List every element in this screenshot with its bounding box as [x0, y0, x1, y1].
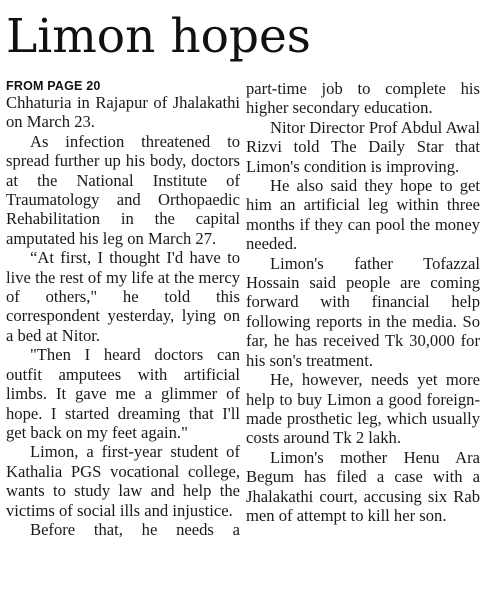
- paragraph: "Then I heard doctors can outfit amputees with artificial limbs. It gave me a glimmer of hope. I started dreaming that I'll get back on my feet again.": [6, 345, 240, 442]
- left-column: [6, 79, 240, 539]
- paragraph: He, however, needs yet more help to buy Limon a good foreign-made prosthetic leg, which usually costs around Tk 2 lakh.: [246, 370, 480, 448]
- headline: Limon hopes: [6, 9, 311, 64]
- paragraph: Nitor Director Prof Abdul Awal Rizvi told The Daily Star that Limon's condition is improving.: [246, 117, 480, 176]
- paragraph: Limon, a first-year student of Kathalia PGS vocational college, wants to study law and help the victims of social ills and injustice.: [6, 442, 240, 520]
- paragraph: Chhaturia in Rajapur of Jhalakathi on March 23.: [6, 93, 240, 132]
- paragraph: Limon's mother Henu Ara Begum has filed a case with a Jhalakathi court, accusing six Rab men of attempt to kill her son.: [246, 447, 480, 525]
- paragraph: As infection threatened to spread further up his body, doctors at the National Institute of Traumatology and Orthopaedic Rehabilitation in the capital amputated his leg on March 27.: [6, 131, 240, 248]
- paragraph: He also said they hope to get him an artificial leg within three months if they can pool the money needed.: [246, 176, 480, 254]
- right-column: [246, 79, 480, 525]
- paragraph: part-time job to complete his higher secondary education.: [246, 79, 480, 118]
- paragraph: Limon's father Tofazzal Hossain said people are coming forward with financial help following reports in the media. So far, he has received Tk 30,000 for his son's treatment.: [246, 253, 480, 370]
- paragraph: Before that, he needs a: [30, 519, 240, 539]
- paragraph: “At first, I thought I'd have to live the rest of my life at the mercy of others," he told this correspondent yesterday, lying on a bed at Nitor.: [6, 248, 240, 345]
- kicker: FROM PAGE 20: [6, 79, 101, 93]
